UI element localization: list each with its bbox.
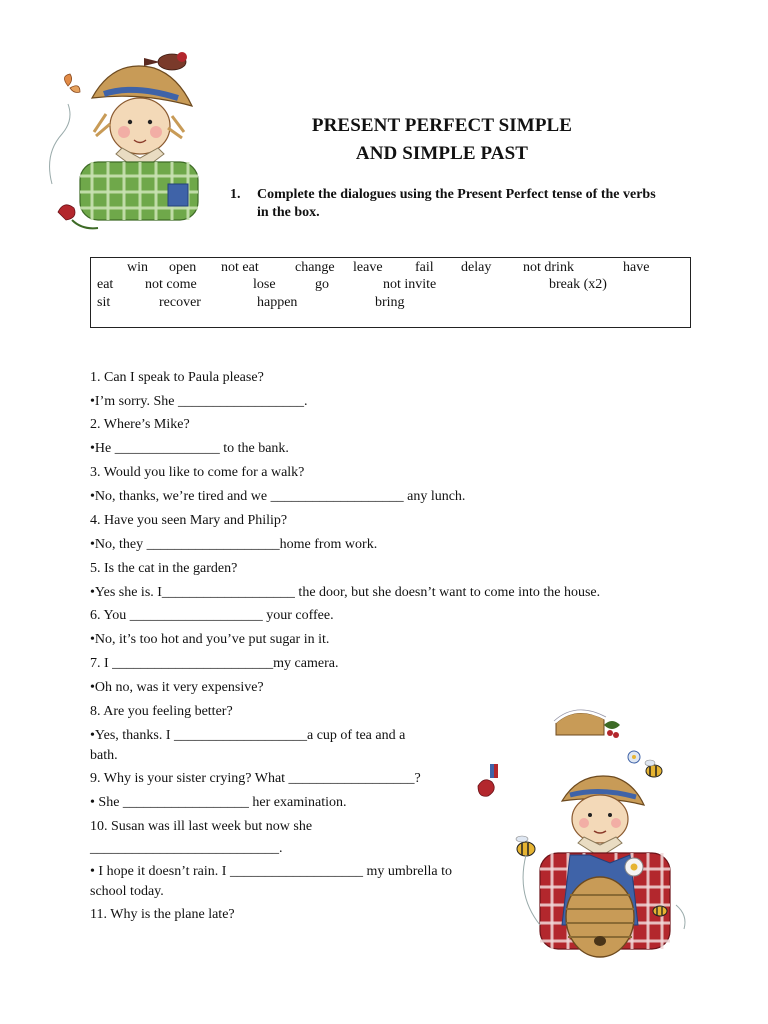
verb-word: recover bbox=[159, 295, 201, 310]
question-line: 3. Would you like to come for a walk? bbox=[90, 465, 305, 480]
flower-icon bbox=[628, 751, 640, 763]
verb-word: delay bbox=[461, 260, 492, 275]
verb-word: not come bbox=[145, 277, 197, 292]
question-line: ___________________________. bbox=[90, 841, 283, 856]
answer-line: • I hope it doesn’t rain. I ___________________ my umbrella to bbox=[90, 864, 452, 879]
verb-word: happen bbox=[257, 295, 298, 310]
verb-word: have bbox=[623, 260, 650, 275]
question-line: 11. Why is the plane late? bbox=[90, 907, 235, 922]
bee-icon bbox=[645, 760, 662, 777]
answer-line: school today. bbox=[90, 884, 164, 899]
verb-word: win bbox=[127, 260, 148, 275]
question-line: 7. I _______________________my camera. bbox=[90, 656, 339, 671]
question-line: 10. Susan was ill last week but now she bbox=[90, 819, 313, 834]
question-line: 1. Can I speak to Paula please? bbox=[90, 370, 264, 385]
verb-word: go bbox=[315, 277, 329, 292]
exercise-instruction bbox=[230, 186, 670, 222]
verb-word: change bbox=[295, 260, 335, 275]
answer-line: •No, they ___________________home from work. bbox=[90, 537, 378, 552]
answer-line: •Oh no, was it very expensive? bbox=[90, 680, 264, 695]
bee-icon bbox=[653, 906, 667, 916]
verb-word: sit bbox=[97, 295, 111, 310]
scarecrow-illustration-top bbox=[44, 44, 204, 234]
butterfly-icon bbox=[64, 74, 80, 93]
answer-line: bath. bbox=[90, 748, 118, 763]
beehive-icon bbox=[566, 877, 634, 957]
page-subtitle: AND SIMPLE PAST bbox=[355, 143, 529, 164]
verb-word: fail bbox=[415, 260, 434, 275]
verb-word: leave bbox=[353, 260, 383, 275]
scarecrow-beehive-illustration bbox=[500, 705, 710, 965]
flower-icon bbox=[625, 858, 643, 876]
exercise-number: 1. bbox=[230, 187, 241, 202]
verb-word: not invite bbox=[383, 277, 437, 292]
page-title: PRESENT PERFECT SIMPLE bbox=[311, 115, 573, 136]
answer-line: •Yes she is. I___________________ the door, but she doesn’t want to come into the house. bbox=[90, 585, 601, 600]
answer-line: •He _______________ to the bank. bbox=[90, 441, 289, 456]
verb-word: not drink bbox=[523, 260, 574, 275]
question-line: 6. You ___________________ your coffee. bbox=[90, 608, 334, 623]
question-line: 2. Where’s Mike? bbox=[90, 417, 190, 432]
birdhouse-icon bbox=[554, 710, 606, 735]
question-line: 8. Are you feeling better? bbox=[90, 704, 233, 719]
verb-word: not eat bbox=[221, 260, 259, 275]
question-line: 9. Why is your sister crying? What __________________? bbox=[90, 771, 421, 786]
verb-word: lose bbox=[253, 277, 276, 292]
verb-word: bring bbox=[375, 295, 405, 310]
question-line: 4. Have you seen Mary and Philip? bbox=[90, 513, 288, 528]
verb-word: eat bbox=[97, 277, 114, 292]
answer-line: •I’m sorry. She __________________. bbox=[90, 394, 308, 409]
answer-line: •No, thanks, we’re tired and we ___________________ any lunch. bbox=[90, 489, 466, 504]
answer-line: •No, it’s too hot and you’ve put sugar in it. bbox=[90, 632, 330, 647]
verb-word: open bbox=[169, 260, 197, 275]
verb-box bbox=[90, 257, 691, 328]
exercise-instruction-text: Complete the dialogues using the Present Perfect tense of the verbs in the box. bbox=[257, 187, 656, 220]
answer-line: •Yes, thanks. I ___________________a cup of tea and a bbox=[90, 728, 406, 743]
question-line: 5. Is the cat in the garden? bbox=[90, 561, 238, 576]
holly-icon bbox=[604, 721, 620, 738]
verb-word: break (x2) bbox=[549, 277, 607, 292]
answer-line: • She __________________ her examination. bbox=[90, 795, 347, 810]
bee-icon bbox=[516, 836, 535, 856]
mitten-icon bbox=[476, 762, 502, 800]
